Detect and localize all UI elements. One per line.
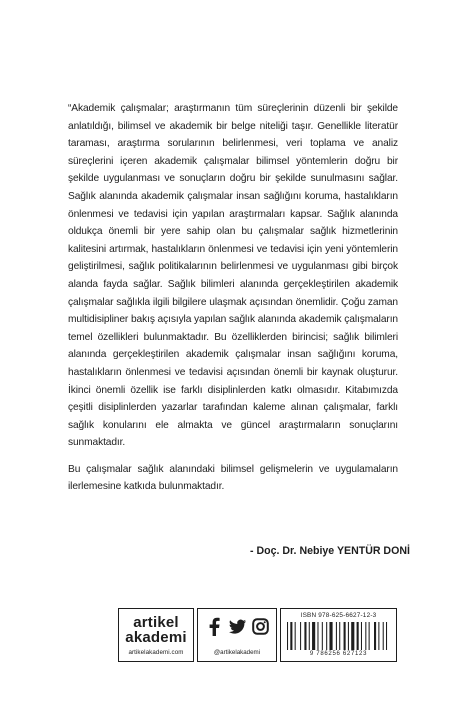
barcode-bar bbox=[378, 622, 379, 650]
author-signature: - Doç. Dr. Nebiye YENTÜR DONİ bbox=[250, 545, 410, 557]
social-icons bbox=[198, 617, 276, 636]
barcode-bar bbox=[304, 622, 306, 650]
twitter-icon bbox=[228, 617, 247, 636]
facebook-icon bbox=[206, 617, 223, 636]
barcode-bar bbox=[365, 622, 366, 650]
barcode-bar bbox=[290, 622, 292, 650]
publisher-logo-box bbox=[118, 608, 194, 662]
barcode-bar bbox=[383, 622, 384, 650]
back-cover-text bbox=[68, 100, 398, 496]
barcode-bar bbox=[336, 622, 337, 650]
barcode-bar bbox=[322, 622, 323, 650]
publisher-website: artikelakademi.com bbox=[128, 649, 184, 656]
publisher-logo-line1: artikel bbox=[133, 614, 179, 631]
barcode-bar bbox=[326, 622, 327, 650]
social-media-box bbox=[197, 608, 277, 662]
instagram-icon bbox=[252, 617, 269, 636]
barcode-digits: 9 786256 627123 bbox=[309, 651, 368, 657]
social-handle: @artikelakademi bbox=[213, 649, 261, 656]
barcode-bar bbox=[351, 622, 354, 650]
barcode-bar bbox=[344, 622, 346, 650]
barcode-bar bbox=[369, 622, 370, 650]
barcode-bar bbox=[374, 622, 376, 650]
paragraph-1: “Akademik çalışmalar; araştırmanın tüm süreçlerinin düzenli bir şekilde anlatıldığı, bilimsel ve akademik bir belge niteliği taşır. Genellikle literatür taraması, araştırma sorularının belirlenmesi, veri toplama ve analiz süreçlerini içeren akademik çalışmalar bilimsel yöntemlerin doğru bir şekilde uygulanması ve sonuçların doğru bir şekilde sunulmasını sağlar. Sağlık alanında akademik çalışmalar insan sağlığını koruma, hastalıkların önlenmesi ve tedavisi için yapılan araştırmaları kapsar. Sağlık alanında oldukça önemli bir yere sahip olan bu çalışmalar sağlık hizmetlerinin kalitesini artırmak, hastalıkların önlenmesi ve tedavisi için yeni yöntemlerin geliştirilmesi, sağlık politikalarının belirlenmesi ve uygulanması gibi birçok alanda fayda sağlar. Sağlık bilimleri alanında gerçekleştirilen akademik çalışmalar sağlıkla ilgili bilgilere ulaşmak açısından önemlidir. Çoğu zaman multidisipliner bakış açısıyla yapılan sağlık alanında akademik çalışmaların temel özellikleri bulunmaktadır. Bu özelliklerden birincisi; sağlık bilimleri alanında gerçekleştirilen akademik çalışmalar insan sağlığını koruma, hastalıkların önlenmesi ve tedavisi açısından önemli bir kaynak oluşturur. İkinci önemli özellik ise farklı disiplinlerden katkı olmasıdır. Kitabımızda çeşitli disiplinlerden yazarlar tarafından kaleme alınan çalışmalar, farklı sağlık konularını ele almakta ve güncel araştırmaların sonuçlarını sunmaktadır. bbox=[68, 103, 398, 449]
barcode-bar bbox=[300, 622, 301, 650]
barcode-bar bbox=[295, 622, 296, 650]
barcode bbox=[287, 622, 389, 650]
publisher-logo-line2: akademi bbox=[125, 629, 187, 646]
isbn-box bbox=[280, 608, 397, 662]
barcode-bar bbox=[339, 622, 340, 650]
barcode-bar bbox=[348, 622, 349, 650]
barcode-bar bbox=[312, 622, 315, 650]
barcode-bar bbox=[357, 622, 359, 650]
barcode-bar bbox=[329, 622, 332, 650]
barcode-bar bbox=[287, 622, 288, 650]
isbn-label: ISBN 978-625-6627-12-3 bbox=[300, 612, 377, 619]
back-cover-footer bbox=[118, 608, 397, 662]
barcode-bar bbox=[361, 622, 362, 650]
paragraph-2: Bu çalışmalar sağlık alanındaki bilimsel gelişmelerin ve uygulamaların ilerlemesine katkıda bulunmaktadır. bbox=[68, 463, 398, 493]
barcode-bar bbox=[386, 622, 387, 650]
barcode-bar bbox=[309, 622, 310, 650]
barcode-bar bbox=[317, 622, 318, 650]
